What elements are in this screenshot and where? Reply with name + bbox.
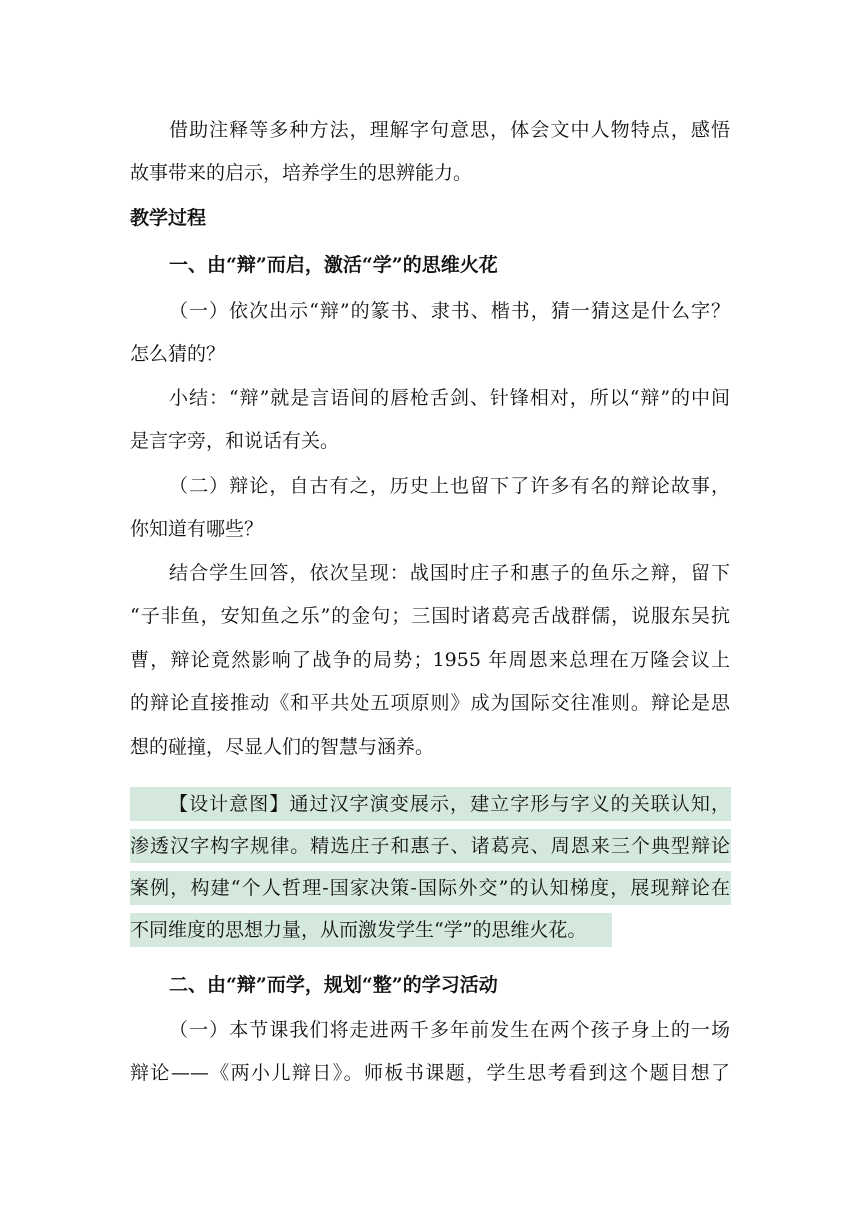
part1-summary-line: 是言字旁，和说话有关。 <box>130 430 340 452</box>
part1-answer-line: 结合学生回答，依次呈现：战国时庄子和惠子的鱼乐之辩，留下 <box>169 562 730 584</box>
part1-answer-line: “子非鱼，安知鱼之乐”的金句；三国时诸葛亮舌战群儒，说服东吴抗 <box>130 605 730 627</box>
design-intent-line: 【设计意图】通过汉字演变展示，建立字形与字义的关联认知， <box>169 793 730 815</box>
part1-answer-line: 想的碰撞，尽显人们的智慧与涵养。 <box>130 736 435 758</box>
part1-summary-line: 小结：“辩”就是言语间的唇枪舌剑、针锋相对，所以“辩”的中间 <box>169 387 730 409</box>
part1-question2-line: （二）辩论，自古有之，历史上也留下了许多有名的辩论故事， <box>169 475 730 497</box>
design-intent-line: 案例，构建“个人哲理-国家决策-国际外交”的认知梯度，展现辩论在 <box>130 877 730 899</box>
part1-answer-line: 的辩论直接推动《和平共处五项原则》成为国际交往准则。辩论是思 <box>130 692 730 714</box>
part1-question1-line: 怎么猜的？ <box>130 343 226 365</box>
part1-answer-line: 曹，辩论竟然影响了战争的局势；1955 年周恩来总理在万隆会议上 <box>130 649 730 671</box>
part1-question1-line: （一）依次出示“辩”的篆书、隶书、楷书，猜一猜这是什么字？ <box>169 300 730 322</box>
section-title: 教学过程 <box>130 207 207 229</box>
design-intent-line: 渗透汉字构字规律。精选庄子和惠子、诸葛亮、周恩来三个典型辩论 <box>130 835 730 857</box>
design-intent-line: 不同维度的思想力量，从而激发学生“学”的思维火花。 <box>130 919 587 941</box>
part2-question1-line: （一）本节课我们将走进两千多年前发生在两个孩子身上的一场 <box>169 1019 730 1041</box>
part2-heading: 二、由“辩”而学，规划“整”的学习活动 <box>169 974 498 996</box>
part2-question1-line: 辩论——《两小儿辩日》。师板书课题，学生思考看到这个题目想了 <box>130 1062 730 1084</box>
part1-heading: 一、由“辩”而启，激活“学”的思维火花 <box>169 254 498 276</box>
part1-question2-line: 你知道有哪些？ <box>130 518 264 540</box>
intro-line: 故事带来的启示，培养学生的思辨能力。 <box>130 162 473 184</box>
intro-line: 借助注释等多种方法，理解字句意思，体会文中人物特点，感悟 <box>169 119 730 141</box>
